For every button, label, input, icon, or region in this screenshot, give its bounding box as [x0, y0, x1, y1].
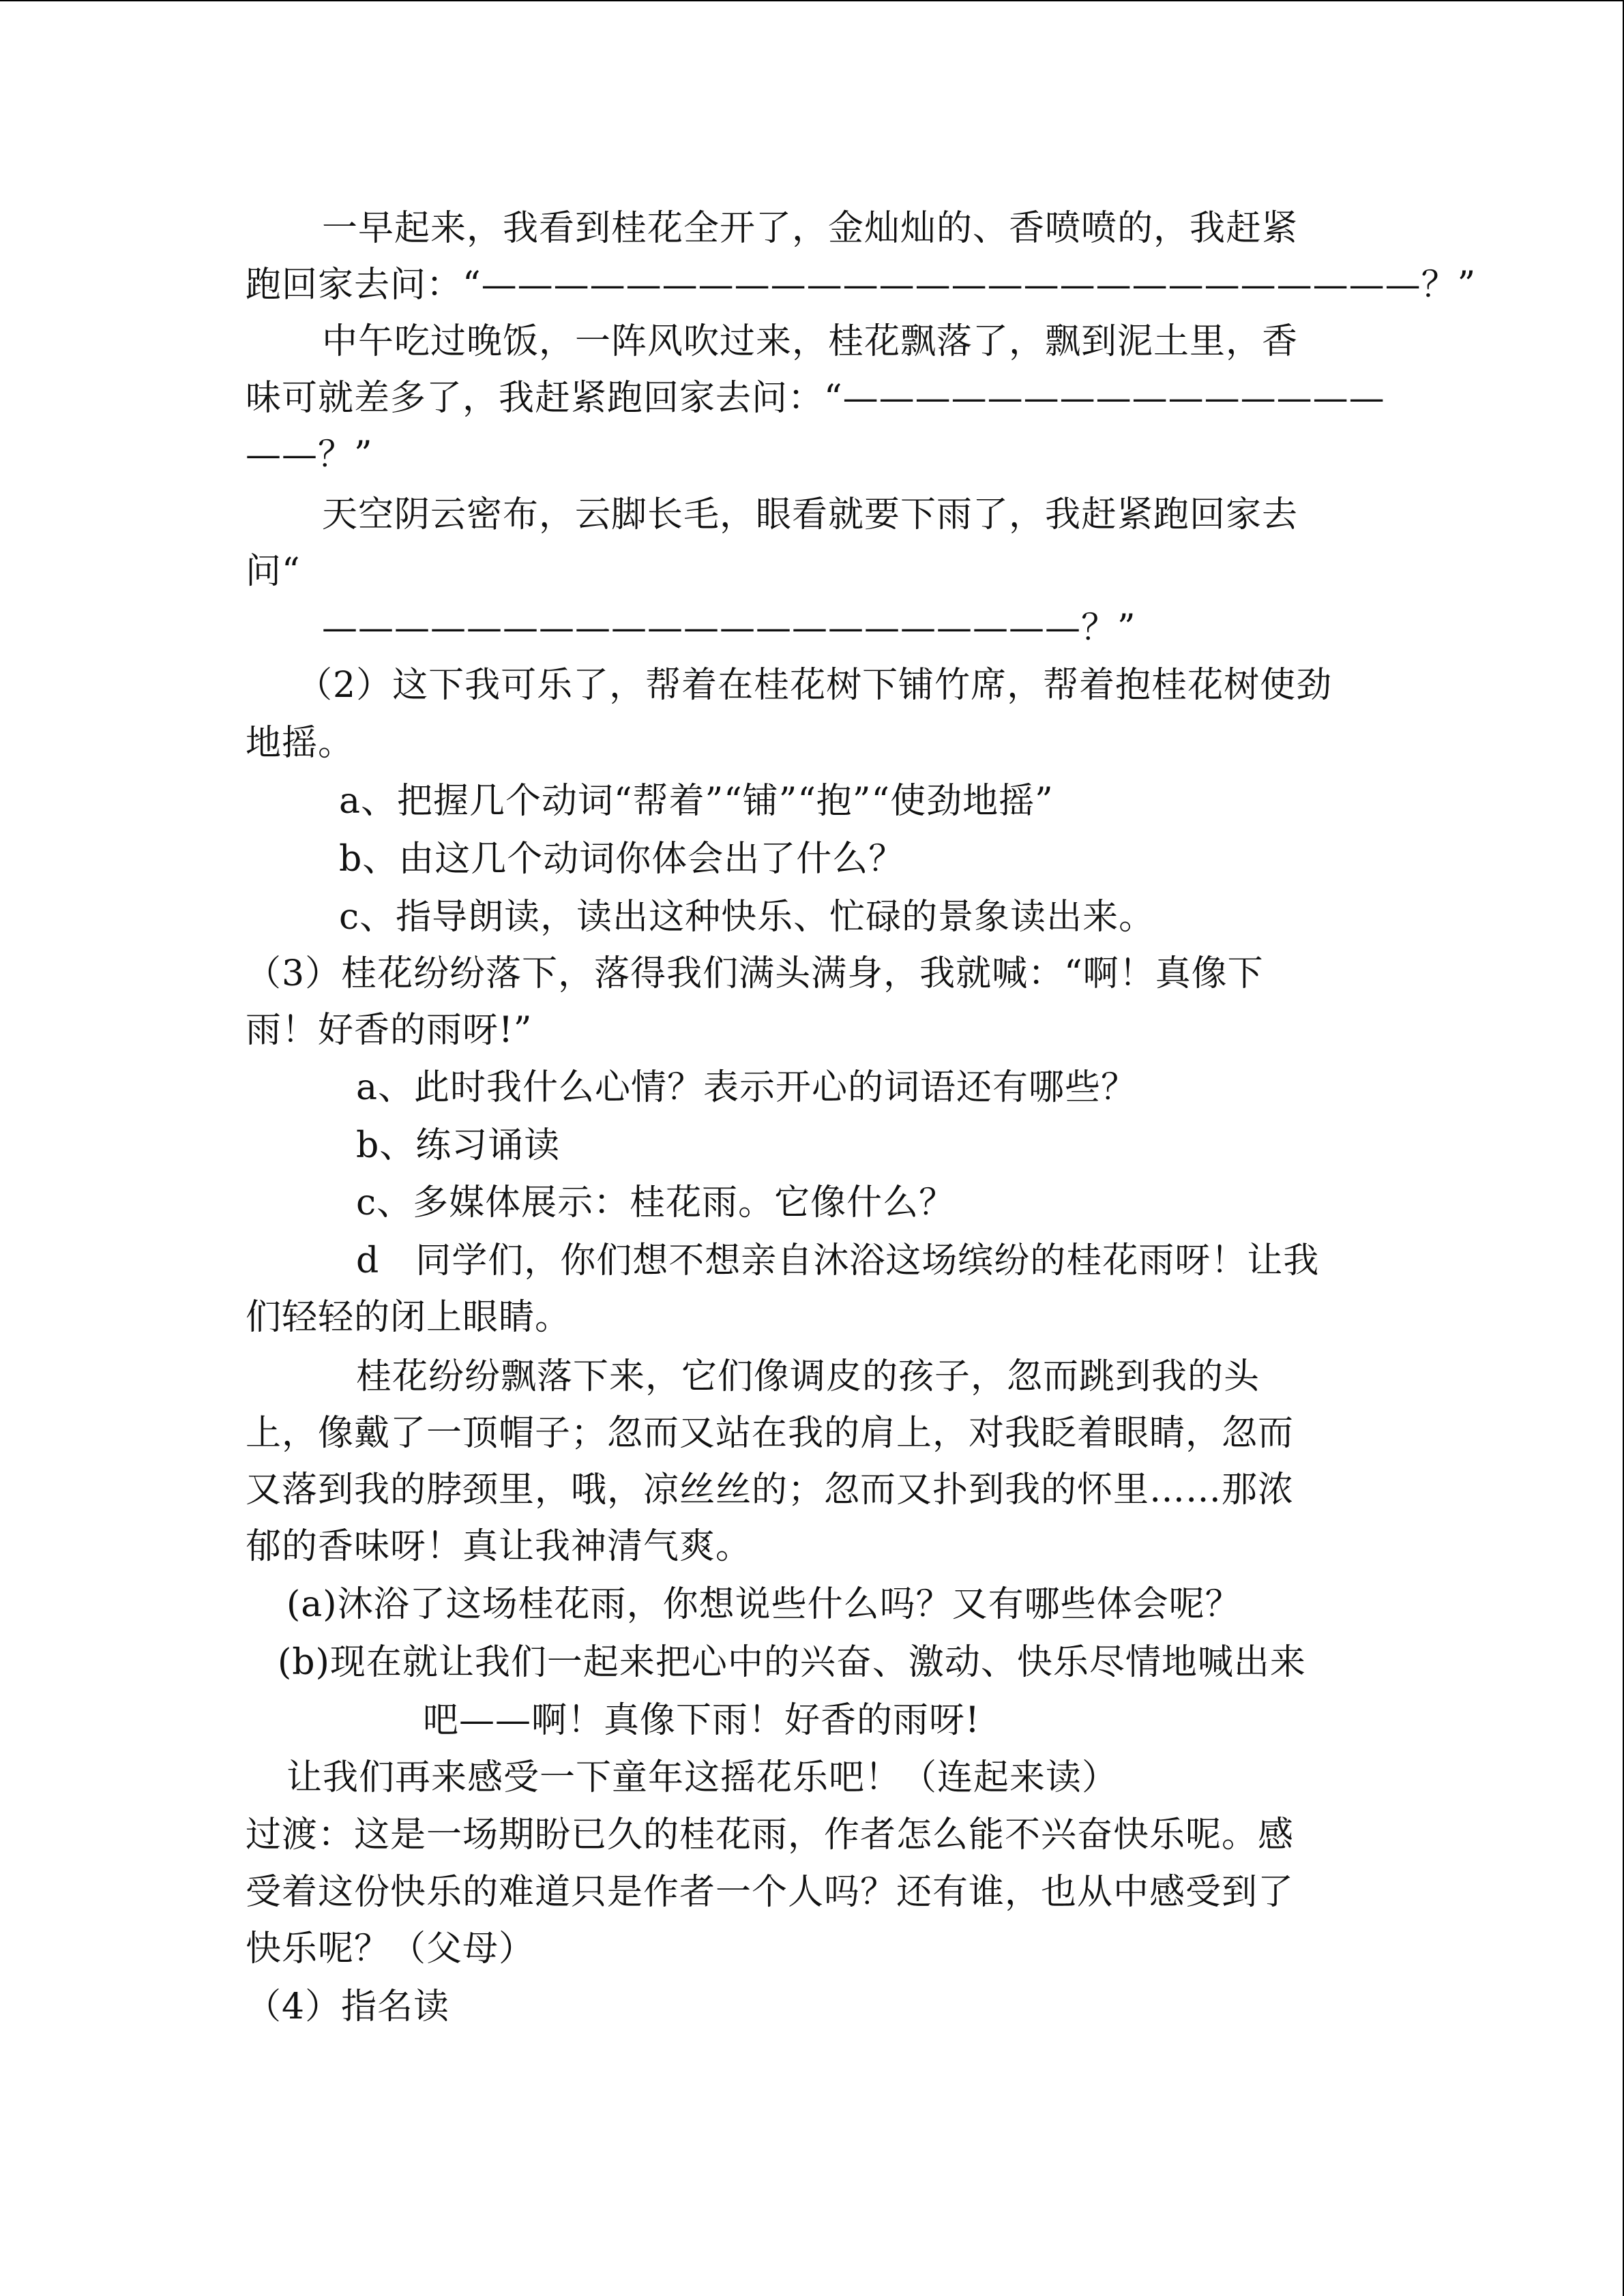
text-line: d 同学们，你们想不想亲自沐浴这场缤纷的桂花雨呀！让我 [356, 1240, 1320, 1281]
text-line: b、由这几个动词你体会出了什么？ [339, 839, 905, 880]
text-line: 雨！好香的雨呀!” [246, 1010, 533, 1051]
text-line: （4）指名读 [246, 1986, 450, 2027]
text-line: b、练习诵读 [356, 1125, 561, 1166]
text-line: 让我们再来感受一下童年这摇花乐吧！（连起来读） [286, 1757, 1119, 1798]
text-line: 桂花纷纷飘落下来，它们像调皮的孩子，忽而跳到我的头 [356, 1356, 1260, 1397]
text-line: 天空阴云密布，云脚长毛，眼看就要下雨了，我赶紧跑回家去 [322, 494, 1299, 535]
text-line: 跑回家去问：“——————————————————————————？” [246, 265, 1477, 305]
text-line: (b)现在就让我们一起来把心中的兴奋、激动、快乐尽情地喊出来 [278, 1642, 1306, 1683]
text-line: 们轻轻的闭上眼睛。 [246, 1297, 572, 1338]
text-line: (a)沐浴了这场桂花雨，你想说些什么吗？又有哪些体会呢？ [286, 1584, 1241, 1625]
text-line: c、指导朗读，读出这种快乐、忙碌的景象读出来。 [339, 897, 1155, 938]
text-line: 快乐呢？（父母） [246, 1928, 535, 1969]
text-line: （3）桂花纷纷落下，落得我们满头满身，我就喊：“啊！真像下 [246, 953, 1264, 994]
text-line: 上，像戴了一顶帽子；忽而又站在我的肩上，对我眨着眼睛，忽而 [246, 1413, 1295, 1454]
text-line: 一早起来，我看到桂花全开了，金灿灿的、香喷喷的，我赶紧 [322, 208, 1299, 249]
text-line: 地摇。 [246, 723, 355, 764]
text-line: 中午吃过晚饭，一阵风吹过来，桂花飘落了，飘到泥土里，香 [322, 321, 1299, 362]
text-line: c、多媒体展示：桂花雨。它像什么？ [356, 1182, 956, 1223]
text-line: 吧——啊！真像下雨！好香的雨呀! [423, 1700, 980, 1741]
text-line: 受着这份快乐的难道只是作者一个人吗？还有谁，也从中感受到了 [246, 1872, 1295, 1913]
text-line: a、把握几个动词“帮着”“铺”“抱”“使劲地摇” [339, 781, 1054, 822]
text-line: ——？” [246, 434, 373, 475]
text-line: 过渡：这是一场期盼已久的桂花雨，作者怎么能不兴奋快乐呢。感 [246, 1815, 1295, 1855]
text-line: 郁的香味呀！真让我神清气爽。 [246, 1526, 752, 1567]
text-line: —————————————————————？” [322, 608, 1136, 648]
text-line: a、此时我什么心情？表示开心的词语还有哪些？ [356, 1067, 1138, 1108]
text-line: 味可就差多了，我赶紧跑回家去问：“——————————————— [246, 378, 1385, 419]
text-line: （2）这下我可乐了，帮着在桂花树下铺竹席，帮着抱桂花树使劲 [297, 665, 1333, 706]
text-line: 问“ [246, 551, 301, 592]
text-line: 又落到我的脖颈里，哦，凉丝丝的；忽而又扑到我的怀里……那浓 [246, 1470, 1295, 1510]
